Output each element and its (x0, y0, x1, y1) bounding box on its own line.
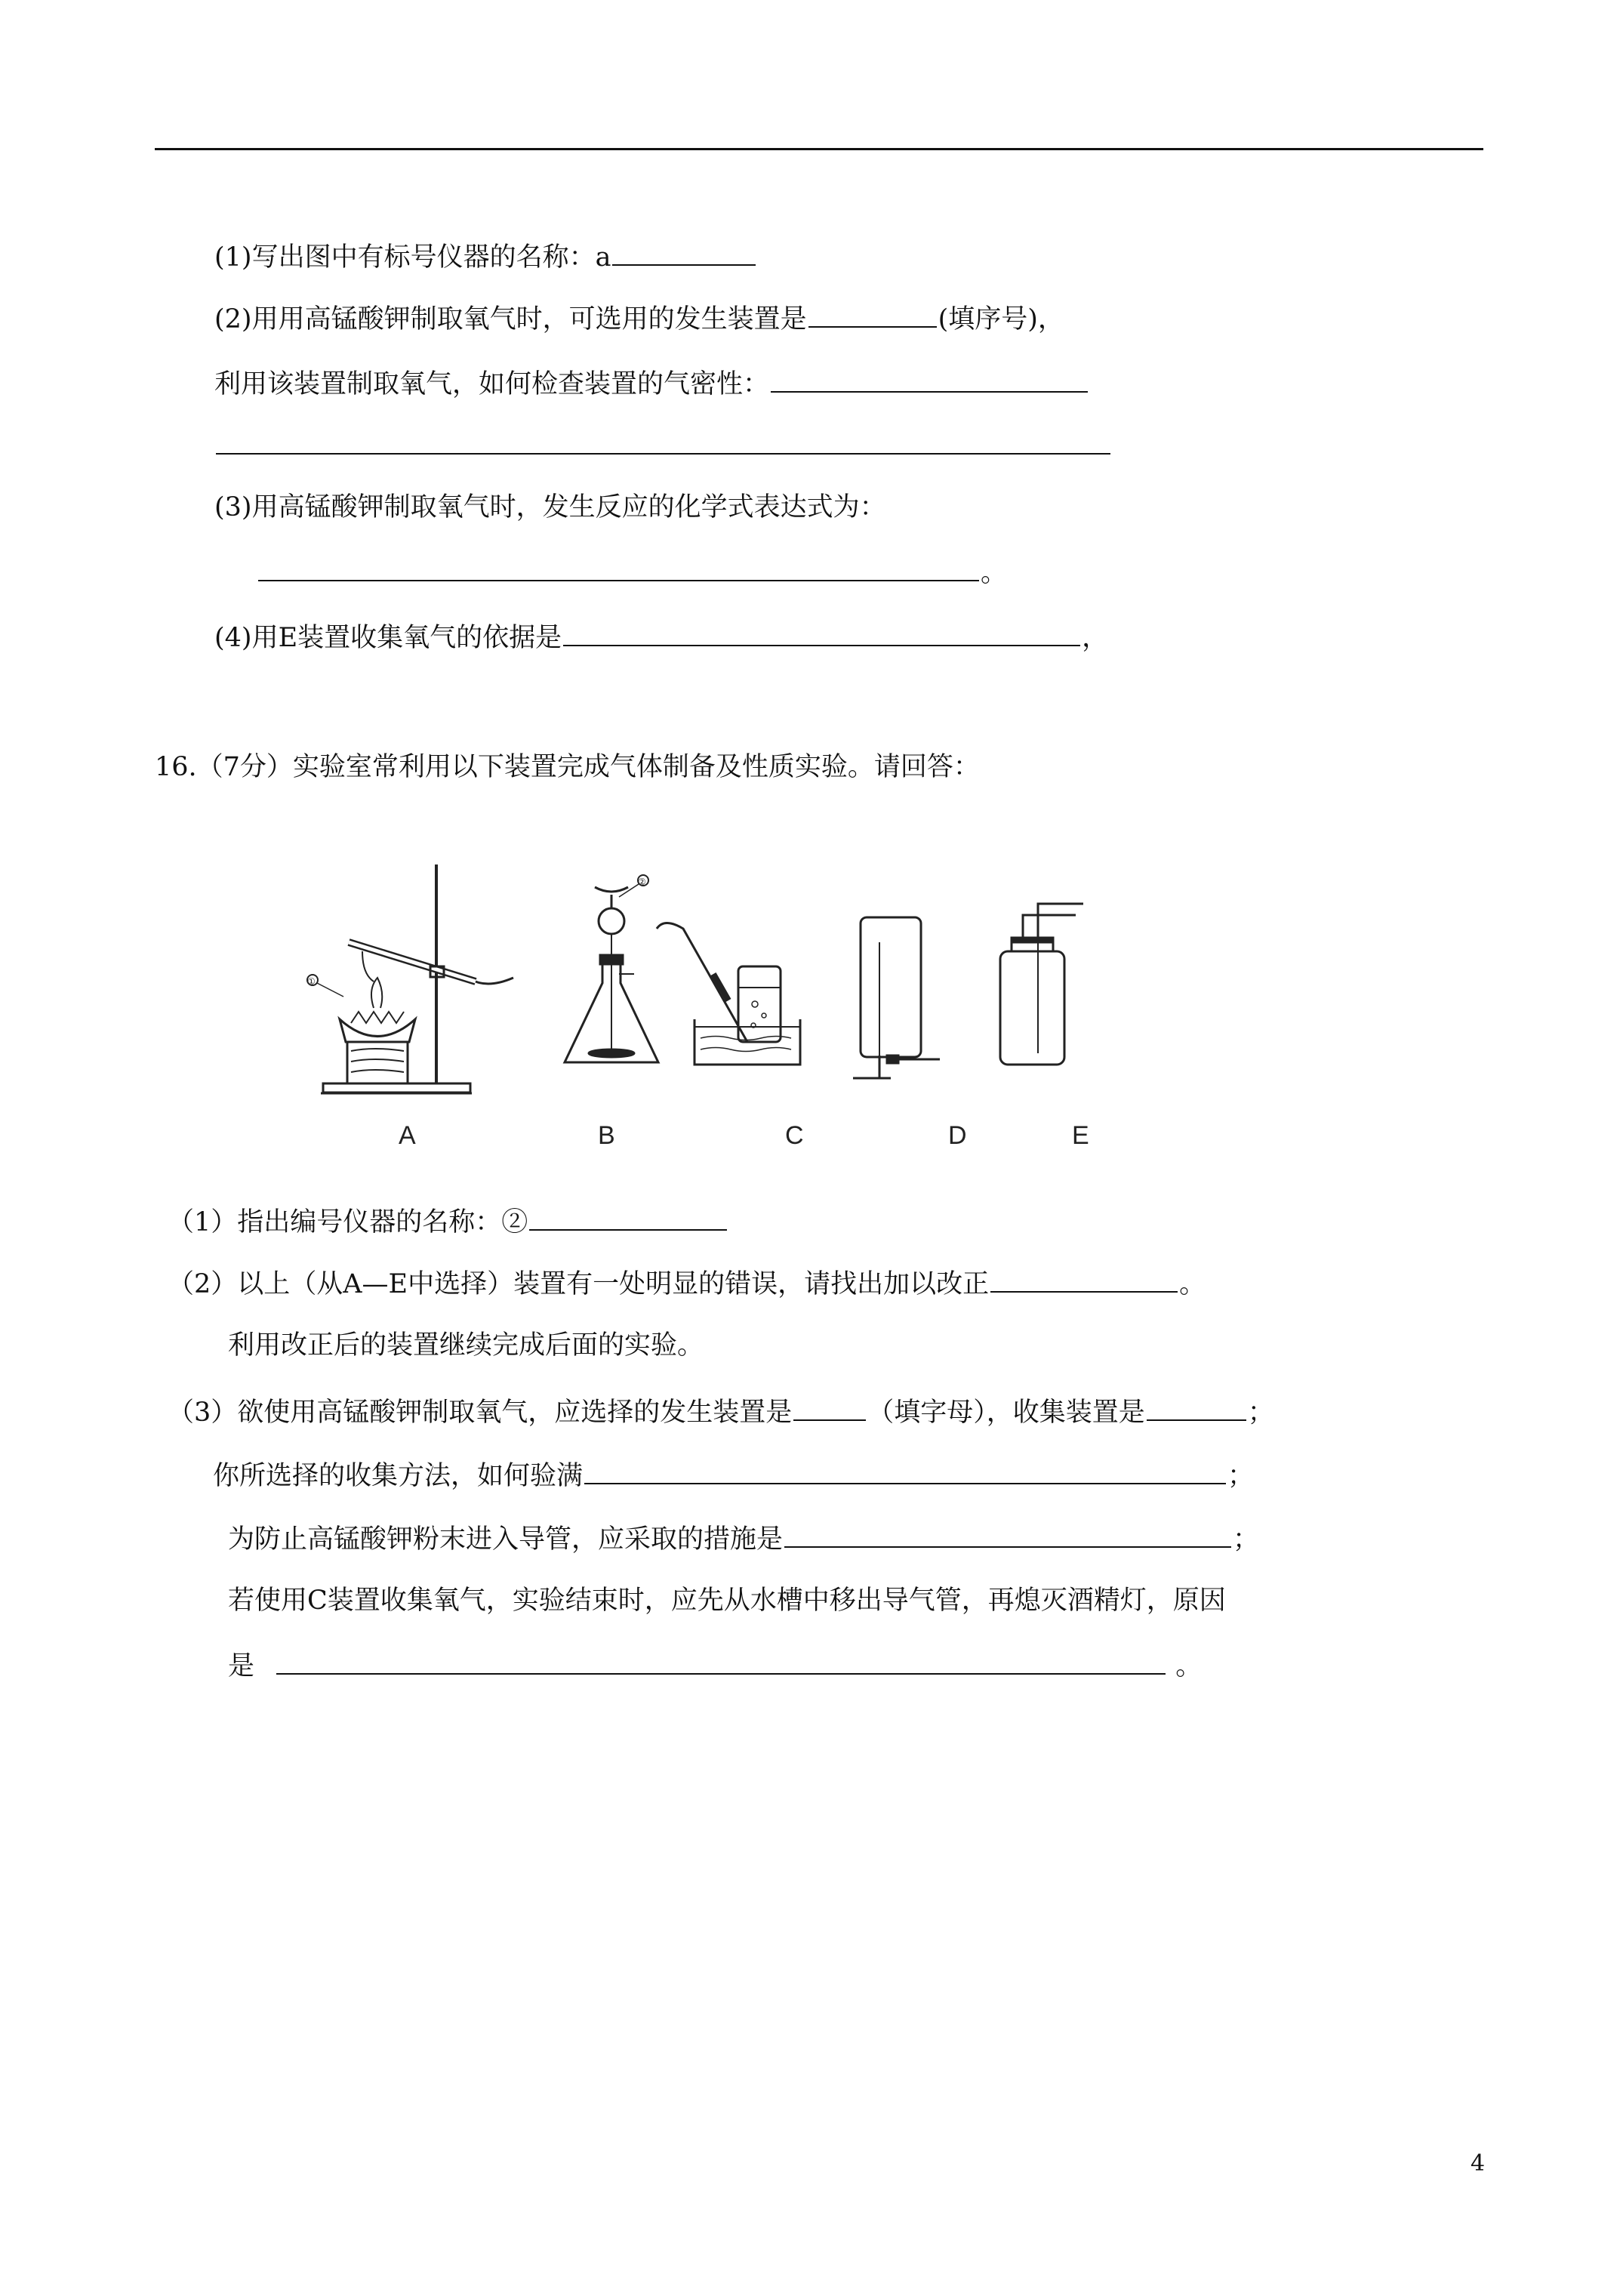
prev-q-part3-answer (257, 554, 1007, 590)
prev-q-part4-text: (4)用E装置收集氧气的依据是 (214, 623, 562, 653)
marker-1: ① (307, 976, 316, 987)
answer-blank-equation[interactable] (258, 554, 979, 581)
q16-full-check-text: 你所选择的收集方法，如何验满 (213, 1461, 584, 1491)
q16-part3 (168, 1394, 1274, 1429)
comma: ， (1082, 623, 1109, 653)
prev-q-airtight-text: 利用该装置制取氧气，如何检查装置的气密性： (214, 369, 770, 399)
label-e: E (1072, 1121, 1089, 1150)
answer-blank-device[interactable] (808, 300, 937, 328)
prev-q-part2-text: (2)用用高锰酸钾制取氧气时，可选用的发生装置是 (214, 304, 807, 334)
q16-reason-prefix: 是 (228, 1651, 255, 1681)
question-16-heading (155, 750, 980, 784)
question-16-heading-text: 16.（7分）实验室常利用以下装置完成气体制备及性质实验。请回答： (155, 752, 980, 782)
q16-part2-note (228, 1329, 704, 1362)
prev-q-airtight-cont (214, 427, 1112, 463)
answer-blank-airtight-1[interactable] (771, 365, 1088, 393)
apparatus-a (307, 864, 513, 1093)
apparatus-c (657, 923, 800, 1065)
answer-blank-a[interactable] (612, 239, 756, 266)
answer-blank-measure[interactable] (784, 1521, 1231, 1548)
label-a: A (399, 1121, 416, 1150)
q16-part2-note-text: 利用改正后的装置继续完成后面的实验。 (228, 1330, 704, 1361)
label-d: D (948, 1121, 967, 1150)
prev-q-part1-text: (1)写出图中有标号仪器的名称：a (214, 242, 611, 273)
page-number: 4 (1471, 2150, 1486, 2177)
prev-q-part2 (214, 300, 1064, 336)
semicolon: ； (1227, 1461, 1255, 1491)
q16-part3-mid: （填字母），收集装置是 (867, 1398, 1145, 1428)
header-rule (155, 148, 1483, 150)
period: 。 (1175, 1651, 1203, 1681)
label-c: C (785, 1121, 804, 1150)
q16-reason-text: 若使用C装置收集氧气，实验结束时，应先从水槽中移出导气管，再熄灭酒精灯，原因 (228, 1586, 1226, 1616)
apparatus-d (853, 917, 940, 1078)
q16-measure-text: 为防止高锰酸钾粉末进入导管，应采取的措施是 (228, 1524, 784, 1555)
answer-blank-generator[interactable] (793, 1394, 866, 1421)
q16-part1-text: （1）指出编号仪器的名称：② (168, 1207, 528, 1237)
prev-q-part3 (214, 491, 886, 524)
period: 。 (1179, 1269, 1206, 1299)
q16-part3-text: （3）欲使用高锰酸钾制取氧气，应选择的发生装置是 (168, 1398, 793, 1428)
label-b: B (598, 1121, 615, 1150)
prev-q-part3-text: (3)用高锰酸钾制取氧气时，发生反应的化学式表达式为： (214, 492, 886, 522)
apparatus-e (1000, 904, 1083, 1065)
q16-reason-answer (228, 1647, 1202, 1683)
answer-blank-full-check[interactable] (584, 1457, 1226, 1484)
q16-part2 (168, 1265, 1206, 1301)
q16-full-check (213, 1457, 1254, 1493)
answer-blank-collector[interactable] (1147, 1394, 1246, 1421)
semicolon: ； (1233, 1524, 1260, 1555)
answer-blank-basis[interactable] (563, 619, 1080, 646)
q16-part2-text: （2）以上（从A—E中选择）装置有一处明显的错误，请找出加以改正 (168, 1269, 990, 1299)
answer-blank-reason[interactable] (276, 1647, 1166, 1675)
answer-blank-instrument[interactable] (529, 1203, 727, 1231)
semicolon: ； (1247, 1398, 1274, 1428)
apparatus-b (565, 875, 658, 1062)
answer-blank-airtight-2[interactable] (216, 427, 1110, 455)
q16-part1 (168, 1203, 728, 1239)
q16-reason (228, 1584, 1226, 1617)
prev-q-part4 (214, 619, 1108, 655)
prev-q-part1 (214, 239, 757, 274)
prev-q-part2-suffix: (填序号)， (938, 304, 1064, 334)
marker-2: ② (638, 877, 646, 887)
q16-measure (228, 1521, 1259, 1556)
period: 。 (981, 558, 1008, 588)
prev-q-airtight (214, 365, 1089, 401)
answer-blank-correction[interactable] (990, 1265, 1178, 1293)
apparatus-figure (302, 853, 1163, 1155)
